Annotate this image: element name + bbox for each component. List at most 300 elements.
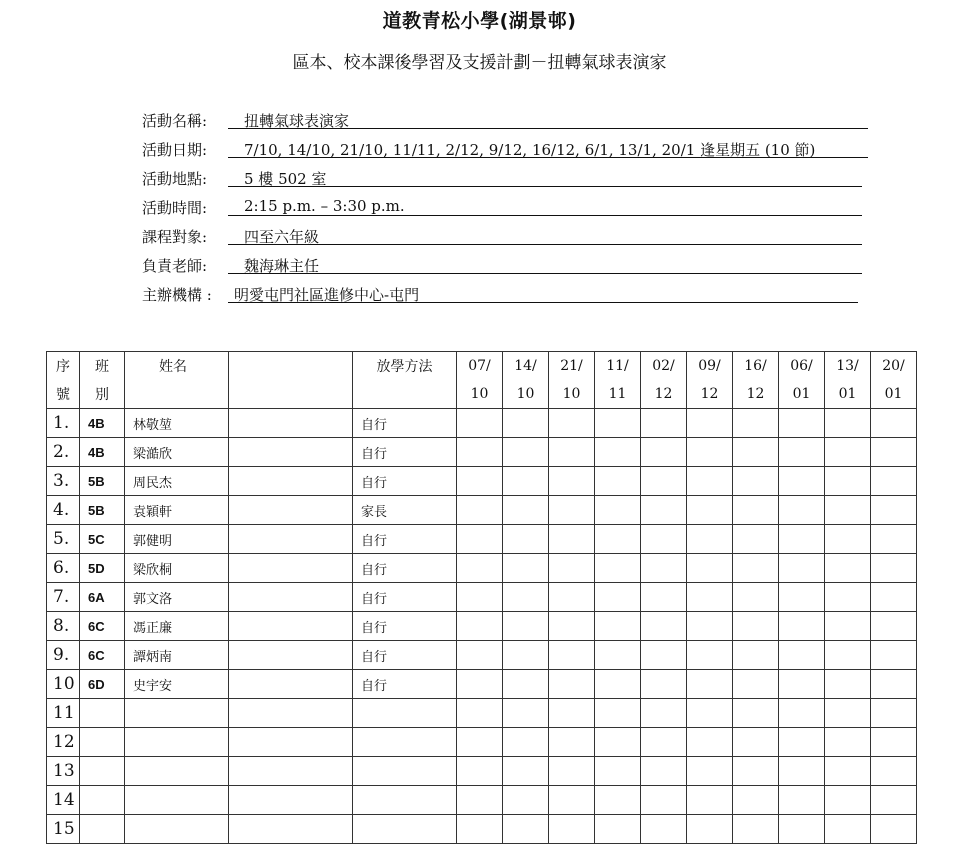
row-dismissal-method [353, 757, 457, 786]
row-class: 6C [80, 612, 125, 641]
attendance-cell [733, 409, 779, 438]
row-blank [229, 670, 353, 699]
header-date: 01 [779, 380, 825, 409]
attendance-cell [733, 438, 779, 467]
row-student-name [125, 699, 229, 728]
info-row-activity-time [142, 193, 872, 222]
underline [228, 215, 862, 216]
attendance-table [46, 351, 917, 844]
attendance-cell [687, 728, 733, 757]
attendance-cell [687, 525, 733, 554]
attendance-cell [779, 409, 825, 438]
attendance-cell [457, 612, 503, 641]
row-number: 13 [47, 757, 80, 786]
info-label: 主辦機構 : [142, 286, 212, 304]
table-row [47, 438, 917, 467]
attendance-cell [825, 525, 871, 554]
header-class: 班 [80, 352, 125, 381]
row-student-name: 譚炳南 [125, 641, 229, 670]
attendance-cell [595, 786, 641, 815]
attendance-cell [503, 699, 549, 728]
attendance-cell [549, 525, 595, 554]
attendance-cell [503, 786, 549, 815]
attendance-cell [687, 815, 733, 844]
attendance-cell [733, 467, 779, 496]
row-number: 1. [47, 409, 80, 438]
table-row [47, 728, 917, 757]
row-class: 5D [80, 554, 125, 583]
row-number: 15 [47, 815, 80, 844]
table-row [47, 467, 917, 496]
attendance-cell [457, 786, 503, 815]
attendance-cell [825, 409, 871, 438]
attendance-cell [871, 757, 917, 786]
attendance-cell [503, 496, 549, 525]
row-dismissal-method: 自行 [353, 438, 457, 467]
row-class: 6D [80, 670, 125, 699]
table-row [47, 554, 917, 583]
attendance-cell [595, 525, 641, 554]
attendance-cell [549, 786, 595, 815]
info-row-target-students [142, 222, 872, 251]
row-blank [229, 641, 353, 670]
attendance-cell [457, 641, 503, 670]
row-number: 6. [47, 554, 80, 583]
table-row [47, 757, 917, 786]
header-row-top [47, 352, 917, 381]
attendance-cell [733, 670, 779, 699]
attendance-cell [687, 554, 733, 583]
attendance-cell [871, 670, 917, 699]
attendance-cell [779, 438, 825, 467]
header-date: 01 [871, 380, 917, 409]
row-blank [229, 438, 353, 467]
header-date: 02/ [641, 352, 687, 381]
row-dismissal-method: 自行 [353, 525, 457, 554]
row-number: 5. [47, 525, 80, 554]
header-date: 14/ [503, 352, 549, 381]
row-class: 5B [80, 467, 125, 496]
header-name: 姓名 [125, 352, 229, 381]
header-class: 別 [80, 380, 125, 409]
row-dismissal-method [353, 815, 457, 844]
attendance-cell [595, 699, 641, 728]
header-date: 11/ [595, 352, 641, 381]
row-dismissal-method: 自行 [353, 670, 457, 699]
row-class [80, 728, 125, 757]
attendance-cell [641, 641, 687, 670]
attendance-cell [457, 525, 503, 554]
attendance-cell [825, 815, 871, 844]
header-date: 06/ [779, 352, 825, 381]
underline [228, 302, 858, 303]
attendance-cell [733, 496, 779, 525]
header-date: 07/ [457, 352, 503, 381]
attendance-cell [549, 467, 595, 496]
table-row [47, 496, 917, 525]
attendance-cell [825, 757, 871, 786]
attendance-cell [549, 612, 595, 641]
attendance-cell [457, 438, 503, 467]
attendance-cell [503, 670, 549, 699]
attendance-cell [457, 815, 503, 844]
header-date: 13/ [825, 352, 871, 381]
attendance-cell [503, 525, 549, 554]
attendance-cell [549, 757, 595, 786]
attendance-cell [871, 728, 917, 757]
header-date: 10 [457, 380, 503, 409]
attendance-cell [549, 496, 595, 525]
attendance-cell [595, 815, 641, 844]
attendance-cell [687, 467, 733, 496]
attendance-cell [641, 496, 687, 525]
underline [228, 273, 862, 274]
attendance-cell [871, 467, 917, 496]
attendance-cell [687, 438, 733, 467]
attendance-cell [595, 728, 641, 757]
header-date: 09/ [687, 352, 733, 381]
attendance-cell [733, 728, 779, 757]
attendance-cell [687, 409, 733, 438]
attendance-cell [871, 612, 917, 641]
row-number: 4. [47, 496, 80, 525]
info-label: 活動時間: [142, 199, 208, 217]
attendance-cell [457, 757, 503, 786]
row-student-name: 周民杰 [125, 467, 229, 496]
row-class: 6C [80, 641, 125, 670]
attendance-cell [825, 670, 871, 699]
attendance-cell [549, 583, 595, 612]
row-blank [229, 409, 353, 438]
attendance-cell [687, 699, 733, 728]
header-date: 12 [641, 380, 687, 409]
attendance-cell [457, 409, 503, 438]
info-label: 活動名稱: [142, 112, 208, 130]
attendance-cell [871, 815, 917, 844]
attendance-cell [503, 612, 549, 641]
info-row-activity-venue [142, 164, 872, 193]
attendance-cell [687, 641, 733, 670]
underline [228, 244, 862, 245]
attendance-cell [779, 612, 825, 641]
attendance-cell [595, 438, 641, 467]
attendance-cell [641, 438, 687, 467]
attendance-cell [549, 699, 595, 728]
attendance-cell [595, 757, 641, 786]
row-student-name: 袁穎軒 [125, 496, 229, 525]
attendance-cell [641, 699, 687, 728]
attendance-cell [641, 670, 687, 699]
row-student-name [125, 728, 229, 757]
row-blank [229, 815, 353, 844]
attendance-cell [457, 583, 503, 612]
attendance-cell [457, 496, 503, 525]
row-student-name: 梁欣桐 [125, 554, 229, 583]
header-date: 21/ [549, 352, 595, 381]
row-dismissal-method [353, 786, 457, 815]
attendance-table-body [47, 352, 917, 844]
row-class: 5C [80, 525, 125, 554]
attendance-cell [687, 757, 733, 786]
attendance-cell [503, 757, 549, 786]
header-blank [229, 352, 353, 381]
attendance-cell [641, 554, 687, 583]
attendance-cell [779, 757, 825, 786]
attendance-cell [733, 554, 779, 583]
info-row-teacher [142, 251, 872, 280]
row-blank [229, 467, 353, 496]
row-blank [229, 496, 353, 525]
attendance-cell [733, 815, 779, 844]
attendance-cell [503, 583, 549, 612]
table-row [47, 525, 917, 554]
attendance-cell [825, 554, 871, 583]
underline [228, 128, 868, 129]
header-seq: 號 [47, 380, 80, 409]
row-student-name: 馮正廉 [125, 612, 229, 641]
info-value: 5 樓 502 室 [244, 170, 327, 188]
activity-info [142, 106, 872, 309]
header-date: 11 [595, 380, 641, 409]
row-student-name [125, 786, 229, 815]
attendance-cell [549, 728, 595, 757]
row-dismissal-method: 自行 [353, 641, 457, 670]
attendance-cell [503, 641, 549, 670]
attendance-cell [687, 583, 733, 612]
header-date: 16/ [733, 352, 779, 381]
attendance-cell [549, 409, 595, 438]
attendance-cell [595, 467, 641, 496]
attendance-cell [503, 554, 549, 583]
attendance-cell [641, 583, 687, 612]
row-student-name: 林敬堃 [125, 409, 229, 438]
row-dismissal-method: 自行 [353, 612, 457, 641]
attendance-cell [779, 554, 825, 583]
attendance-cell [549, 641, 595, 670]
attendance-cell [687, 612, 733, 641]
row-dismissal-method: 自行 [353, 583, 457, 612]
row-blank [229, 699, 353, 728]
row-student-name: 梁澔欣 [125, 438, 229, 467]
attendance-cell [549, 815, 595, 844]
attendance-cell [733, 757, 779, 786]
info-row-activity-name [142, 106, 872, 135]
attendance-cell [595, 670, 641, 699]
attendance-cell [641, 757, 687, 786]
table-row [47, 670, 917, 699]
row-number: 10 [47, 670, 80, 699]
underline [228, 186, 862, 187]
row-student-name: 郭健明 [125, 525, 229, 554]
header-date: 10 [549, 380, 595, 409]
attendance-cell [457, 670, 503, 699]
attendance-cell [549, 554, 595, 583]
table-row [47, 699, 917, 728]
header-date: 12 [687, 380, 733, 409]
row-student-name: 郭文洛 [125, 583, 229, 612]
attendance-cell [825, 641, 871, 670]
header-date: 10 [503, 380, 549, 409]
header-method: 放學方法 [353, 352, 457, 381]
attendance-cell [779, 815, 825, 844]
attendance-cell [733, 641, 779, 670]
attendance-cell [457, 554, 503, 583]
row-number: 12 [47, 728, 80, 757]
info-label: 活動地點: [142, 170, 208, 188]
attendance-cell [595, 554, 641, 583]
attendance-cell [871, 641, 917, 670]
header-date: 20/ [871, 352, 917, 381]
attendance-cell [641, 612, 687, 641]
row-class: 5B [80, 496, 125, 525]
attendance-cell [871, 699, 917, 728]
info-value: 明愛屯門社區進修中心-屯門 [234, 286, 420, 304]
info-value: 魏海琳主任 [244, 257, 320, 275]
row-number: 2. [47, 438, 80, 467]
attendance-cell [871, 554, 917, 583]
attendance-cell [503, 815, 549, 844]
attendance-cell [825, 467, 871, 496]
attendance-cell [503, 409, 549, 438]
attendance-cell [779, 496, 825, 525]
attendance-cell [595, 612, 641, 641]
attendance-cell [733, 612, 779, 641]
info-value: 扭轉氣球表演家 [244, 112, 350, 130]
row-class [80, 786, 125, 815]
header-date: 12 [733, 380, 779, 409]
attendance-cell [871, 438, 917, 467]
attendance-cell [641, 728, 687, 757]
attendance-cell [871, 786, 917, 815]
attendance-cell [549, 670, 595, 699]
row-student-name: 史宇安 [125, 670, 229, 699]
attendance-cell [871, 583, 917, 612]
attendance-cell [733, 583, 779, 612]
attendance-cell [779, 467, 825, 496]
attendance-cell [687, 496, 733, 525]
info-label: 活動日期: [142, 141, 208, 159]
row-class [80, 815, 125, 844]
attendance-cell [733, 786, 779, 815]
header-method-blank [353, 380, 457, 409]
attendance-cell [779, 728, 825, 757]
row-blank [229, 583, 353, 612]
row-dismissal-method: 自行 [353, 409, 457, 438]
attendance-cell [549, 438, 595, 467]
row-number: 9. [47, 641, 80, 670]
attendance-cell [457, 699, 503, 728]
attendance-cell [687, 670, 733, 699]
row-class [80, 757, 125, 786]
attendance-cell [595, 409, 641, 438]
attendance-cell [825, 496, 871, 525]
attendance-cell [871, 525, 917, 554]
attendance-cell [641, 409, 687, 438]
row-blank [229, 554, 353, 583]
attendance-cell [641, 786, 687, 815]
info-value: 7/10, 14/10, 21/10, 11/11, 2/12, 9/12, 16/12, 6/1, 13/1, 20/1 逢星期五 (10 節) [244, 141, 816, 159]
attendance-cell [503, 438, 549, 467]
row-class [80, 699, 125, 728]
attendance-cell [641, 525, 687, 554]
row-student-name [125, 815, 229, 844]
table-row [47, 612, 917, 641]
attendance-cell [595, 583, 641, 612]
row-dismissal-method [353, 699, 457, 728]
attendance-cell [779, 641, 825, 670]
attendance-cell [733, 699, 779, 728]
table-row [47, 583, 917, 612]
row-blank [229, 728, 353, 757]
page-subtitle: 區本、校本課後學習及支援計劃－扭轉氣球表演家 [292, 53, 667, 73]
attendance-cell [503, 728, 549, 757]
table-row [47, 786, 917, 815]
info-row-activity-date [142, 135, 872, 164]
attendance-cell [595, 641, 641, 670]
row-dismissal-method: 自行 [353, 467, 457, 496]
info-value: 四至六年級 [244, 228, 320, 246]
info-row-organizer [142, 280, 872, 309]
attendance-cell [641, 815, 687, 844]
header-name-blank [125, 380, 229, 409]
row-number: 14 [47, 786, 80, 815]
underline [228, 157, 868, 158]
attendance-cell [595, 496, 641, 525]
header-row-bottom [47, 380, 917, 409]
row-dismissal-method: 自行 [353, 554, 457, 583]
attendance-cell [871, 496, 917, 525]
attendance-cell [825, 699, 871, 728]
row-number: 7. [47, 583, 80, 612]
info-label: 課程對象: [142, 228, 208, 246]
page-title: 道教青松小學(湖景邨) [382, 10, 577, 32]
attendance-cell [825, 786, 871, 815]
attendance-cell [825, 438, 871, 467]
row-blank [229, 786, 353, 815]
row-dismissal-method: 家長 [353, 496, 457, 525]
row-student-name [125, 757, 229, 786]
header-date: 01 [825, 380, 871, 409]
row-blank [229, 525, 353, 554]
attendance-cell [825, 583, 871, 612]
info-value: 2:15 p.m. – 3:30 p.m. [244, 197, 405, 215]
attendance-cell [779, 786, 825, 815]
attendance-cell [779, 583, 825, 612]
row-class: 6A [80, 583, 125, 612]
attendance-cell [641, 467, 687, 496]
attendance-cell [503, 467, 549, 496]
row-class: 4B [80, 438, 125, 467]
attendance-cell [733, 525, 779, 554]
table-row [47, 641, 917, 670]
attendance-cell [457, 467, 503, 496]
row-class: 4B [80, 409, 125, 438]
attendance-cell [687, 786, 733, 815]
row-dismissal-method [353, 728, 457, 757]
header-blank [229, 380, 353, 409]
row-blank [229, 757, 353, 786]
attendance-cell [825, 728, 871, 757]
attendance-cell [457, 728, 503, 757]
attendance-cell [779, 670, 825, 699]
table-row [47, 409, 917, 438]
attendance-cell [779, 525, 825, 554]
row-number: 11 [47, 699, 80, 728]
row-number: 8. [47, 612, 80, 641]
info-label: 負責老師: [142, 257, 208, 275]
row-blank [229, 612, 353, 641]
attendance-cell [825, 612, 871, 641]
